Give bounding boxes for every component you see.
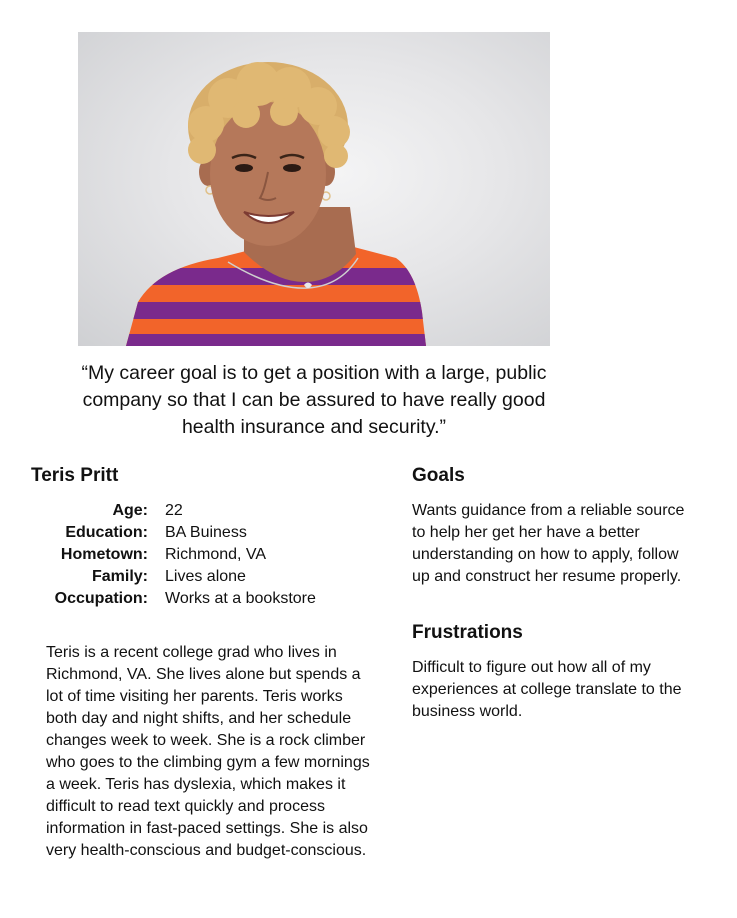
persona-bio: Teris is a recent college grad who lives in Richmond, VA. She lives alone but spends a lot of time visiting her parents. Teris works both day and night shifts, and her schedule changes week to week. She is a rock climber who goes to the climbing gym a few mornings a week. Teris has dyslexia, which makes it difficult to read text quickly and process information in fast-paced settings. She is also very health-conscious and budget-conscious. (46, 644, 370, 859)
fact-value: Richmond, VA (165, 546, 267, 563)
left-eye (235, 164, 253, 172)
persona-facts (30, 500, 316, 610)
goals-heading: Goals (412, 465, 465, 486)
fact-label: Hometown: (60, 546, 148, 563)
fact-row-education (30, 522, 316, 544)
portrait-illustration (78, 32, 550, 346)
fact-label: Education: (65, 524, 148, 541)
fact-value: 22 (165, 502, 183, 519)
fact-label: Family: (91, 568, 148, 585)
fact-label: Age: (112, 502, 148, 519)
fact-value: BA Buiness (165, 524, 247, 541)
persona-quote: “My career goal is to get a position with a large, public company so that I can be assured to have really good health insurance and security.” (81, 362, 547, 438)
fact-value: Lives alone (165, 568, 246, 585)
fact-row-hometown (30, 544, 316, 566)
persona-name: Teris Pritt (31, 465, 119, 486)
goals-text: Wants guidance from a reliable source to help her get her have a better understanding on how to apply, follow up and construct her resume properly. (412, 502, 685, 585)
fact-value: Works at a bookstore (165, 590, 316, 607)
fact-label: Occupation: (54, 590, 148, 607)
fact-row-age (30, 500, 316, 522)
fact-row-family (30, 566, 316, 588)
fact-row-occupation (30, 588, 316, 610)
persona-photo (78, 32, 550, 346)
right-eye (283, 164, 301, 172)
frustrations-text: Difficult to figure out how all of my experiences at college translate to the business world. (412, 659, 682, 720)
frustrations-heading: Frustrations (412, 622, 523, 643)
